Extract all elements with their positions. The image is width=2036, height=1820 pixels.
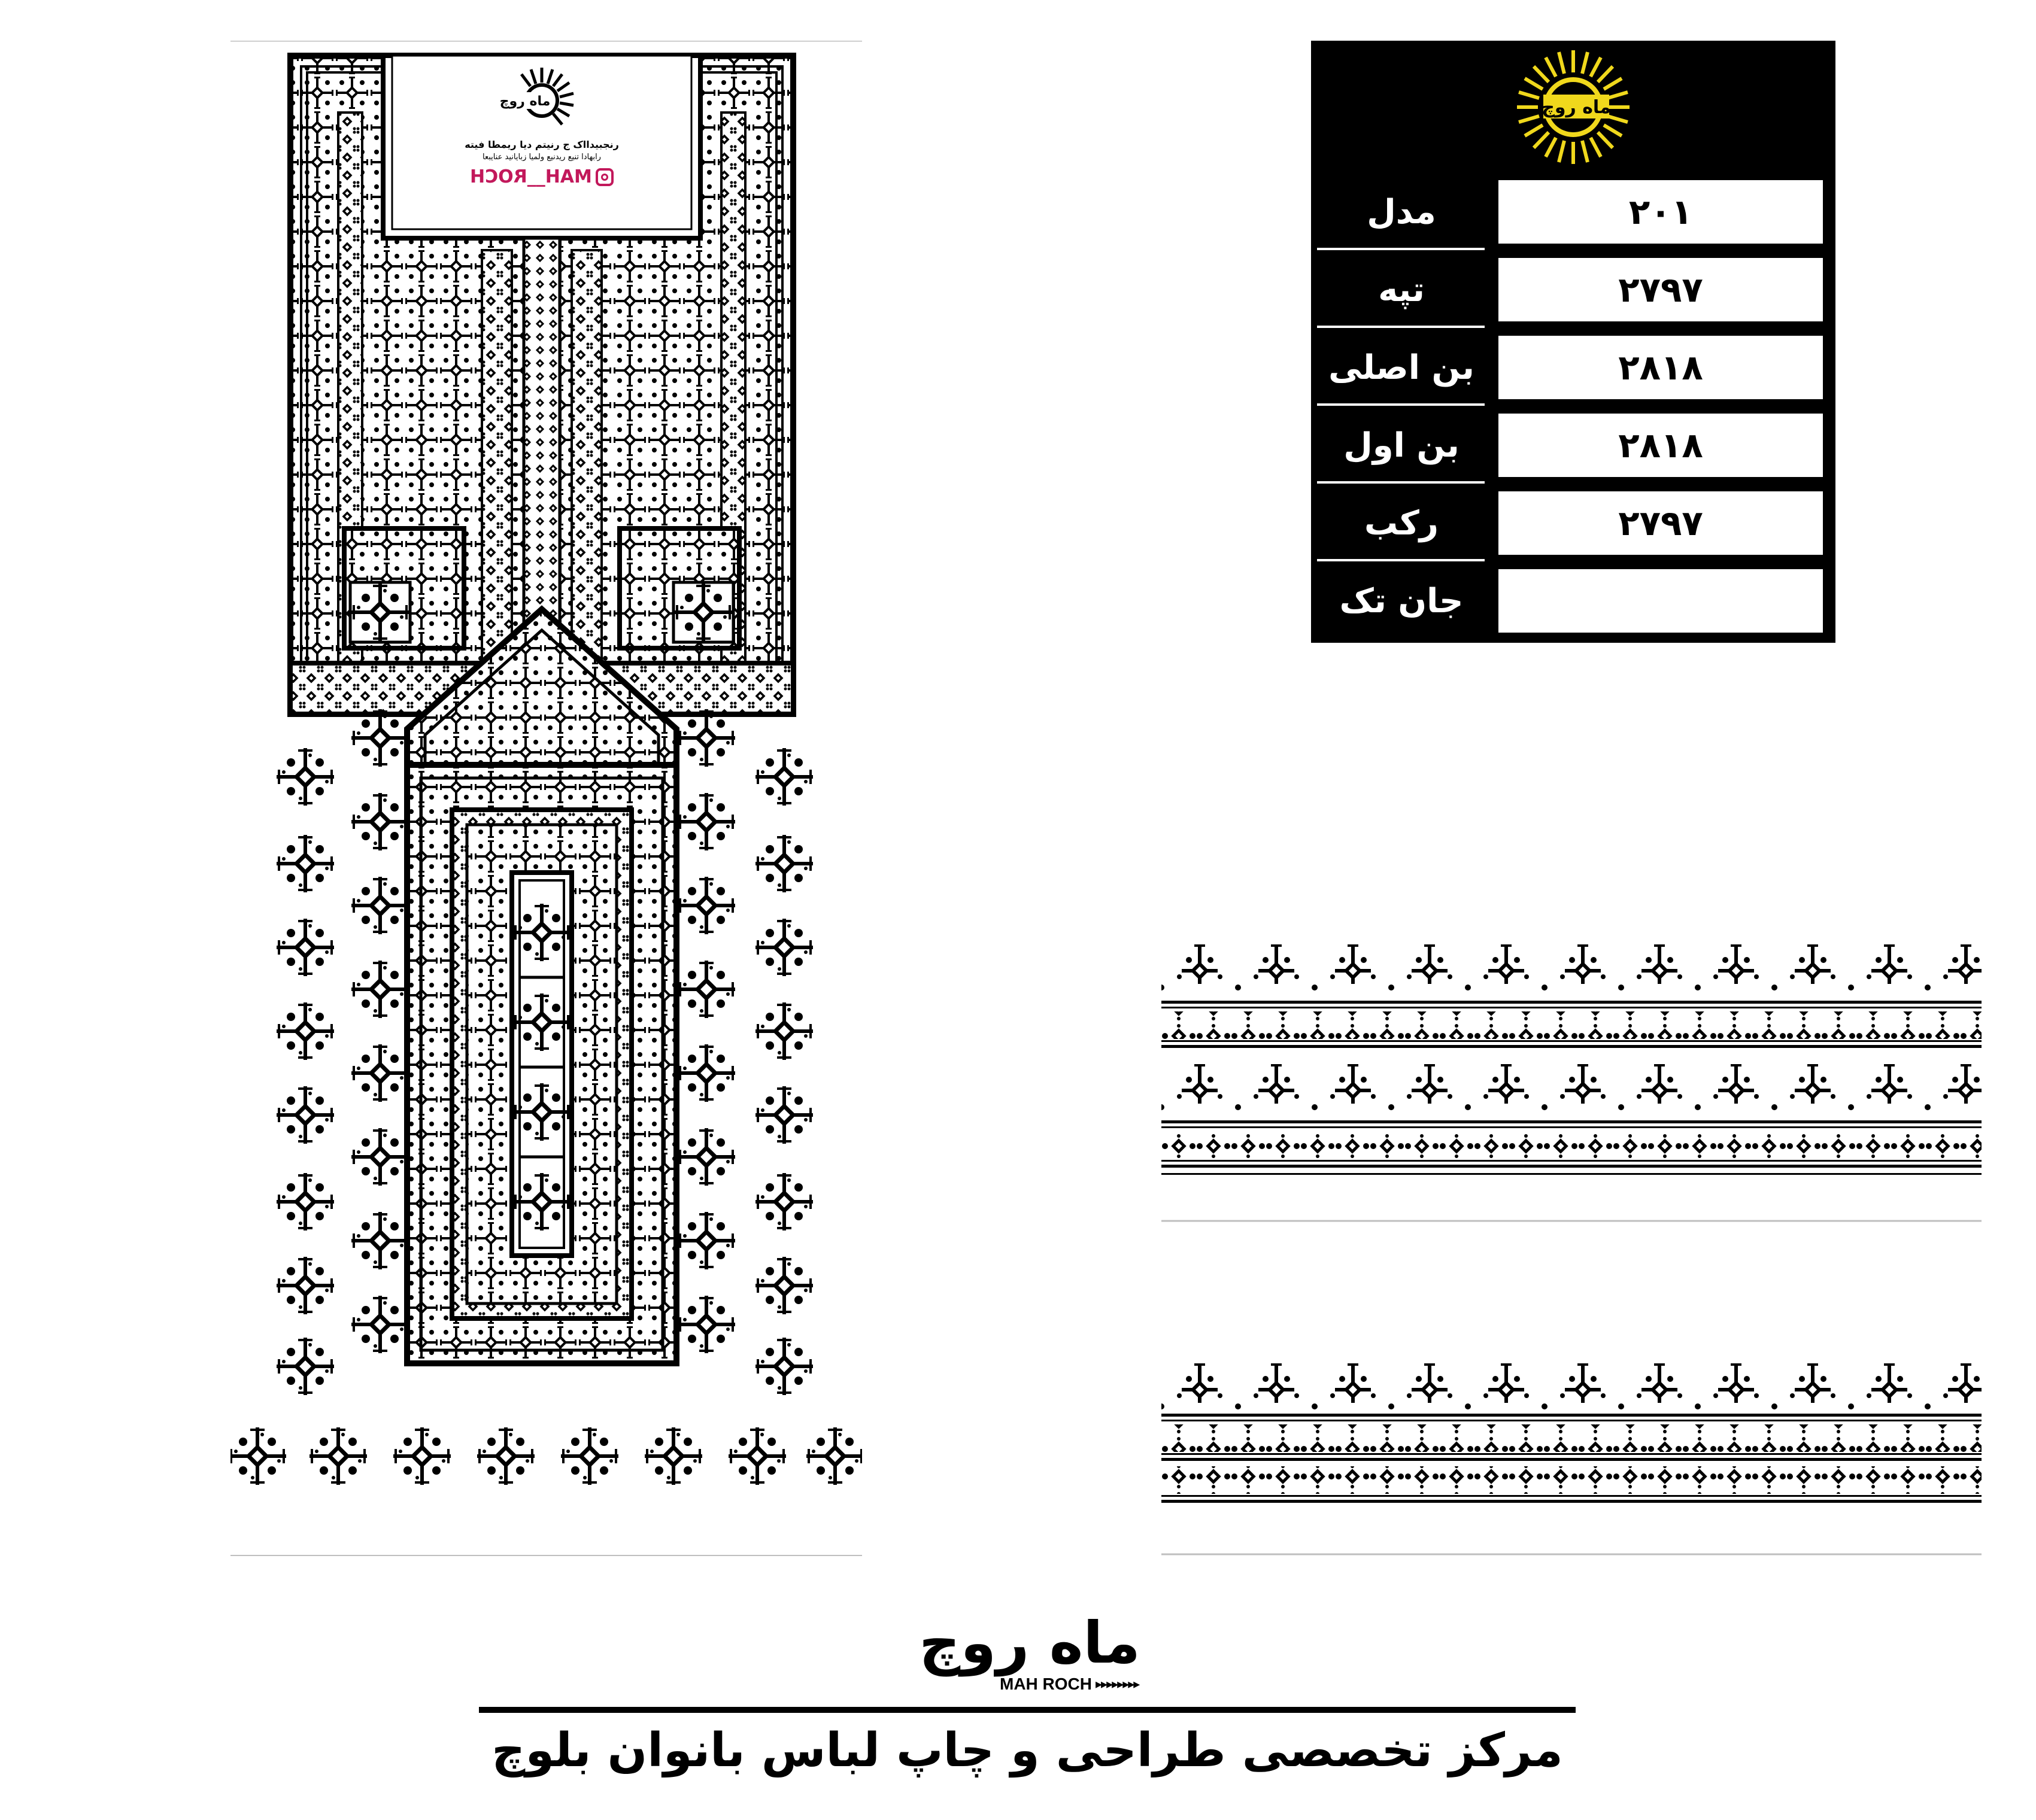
spec-row-line <box>1317 248 1485 250</box>
spec-table <box>1311 41 1835 643</box>
border-strips-artwork <box>1161 940 1988 1562</box>
border-strip-2 <box>1161 1353 1982 1503</box>
spec-row-line <box>1317 559 1485 561</box>
spec-label-jantak: جان تک <box>1339 581 1464 621</box>
neck-text-line-2: رابهادا تنیع ریدنیع ولمیا زبایانید عنایبعا <box>483 153 601 162</box>
footer-rule <box>479 1707 1576 1713</box>
spec-row-model <box>1311 174 1835 251</box>
dress-pattern-artwork <box>230 41 862 1555</box>
neck-logo-text: ماه روچ <box>499 94 551 109</box>
spec-label-tappe: تپه <box>1378 270 1425 309</box>
spec-row-line <box>1317 481 1485 484</box>
brand-name-fa: ماه روچ <box>919 1609 1140 1676</box>
spec-label-main-base: بن اصلی <box>1328 348 1474 387</box>
dress-pattern-sheet <box>230 41 862 1555</box>
neck-text-line-1: رنجبیدااک ج رنیتم دیا ریمطا فیته <box>465 139 619 150</box>
spec-label-cuff: رکب <box>1364 503 1439 543</box>
spec-row-tappe <box>1311 251 1835 329</box>
instagram-icon <box>596 168 614 186</box>
spec-value-main-base: ۲۸۱۸ <box>1497 334 1825 401</box>
dress-sheet-bottom-rule <box>230 1555 862 1556</box>
sunburst-icon <box>1311 41 1835 174</box>
spec-row-line <box>1317 326 1485 328</box>
brand-logo <box>898 1610 1161 1700</box>
spec-value-cuff: ۲۷۹۷ <box>1497 490 1825 557</box>
spec-row-first-base <box>1311 407 1835 485</box>
spec-row-main-base <box>1311 329 1835 407</box>
spec-row-line <box>1317 403 1485 406</box>
spec-label-model: مدل <box>1367 192 1436 232</box>
neckline-card <box>404 65 679 226</box>
spec-value-tappe: ۲۷۹۷ <box>1497 256 1825 323</box>
border-strip-1 <box>1161 940 1982 1175</box>
spec-row-cuff <box>1311 485 1835 563</box>
spec-value-jantak <box>1497 567 1825 634</box>
spec-value-first-base: ۲۸۱۸ <box>1497 412 1825 479</box>
sunburst-icon <box>497 65 587 136</box>
spec-logo-text: ماه روچ <box>1542 97 1611 118</box>
spec-label-first-base: بن اول <box>1343 426 1460 465</box>
brand-subline <box>1000 1675 1139 1694</box>
spec-logo <box>1311 41 1835 174</box>
spec-value-model: ۲۰۱ <box>1497 178 1825 245</box>
spec-row-jantak <box>1311 563 1835 640</box>
handle-text: MAH__ROCH <box>470 166 592 187</box>
brand-name-en: MAH ROCH <box>1000 1675 1092 1693</box>
footer-tagline: مرکز تخصصی طراحی و چاپ لباس بانوان بلوچ <box>491 1724 1563 1778</box>
instagram-handle-row <box>470 166 614 187</box>
brand-arrows: ▸▸▸▸▸▸▸▸ <box>1096 1676 1139 1692</box>
